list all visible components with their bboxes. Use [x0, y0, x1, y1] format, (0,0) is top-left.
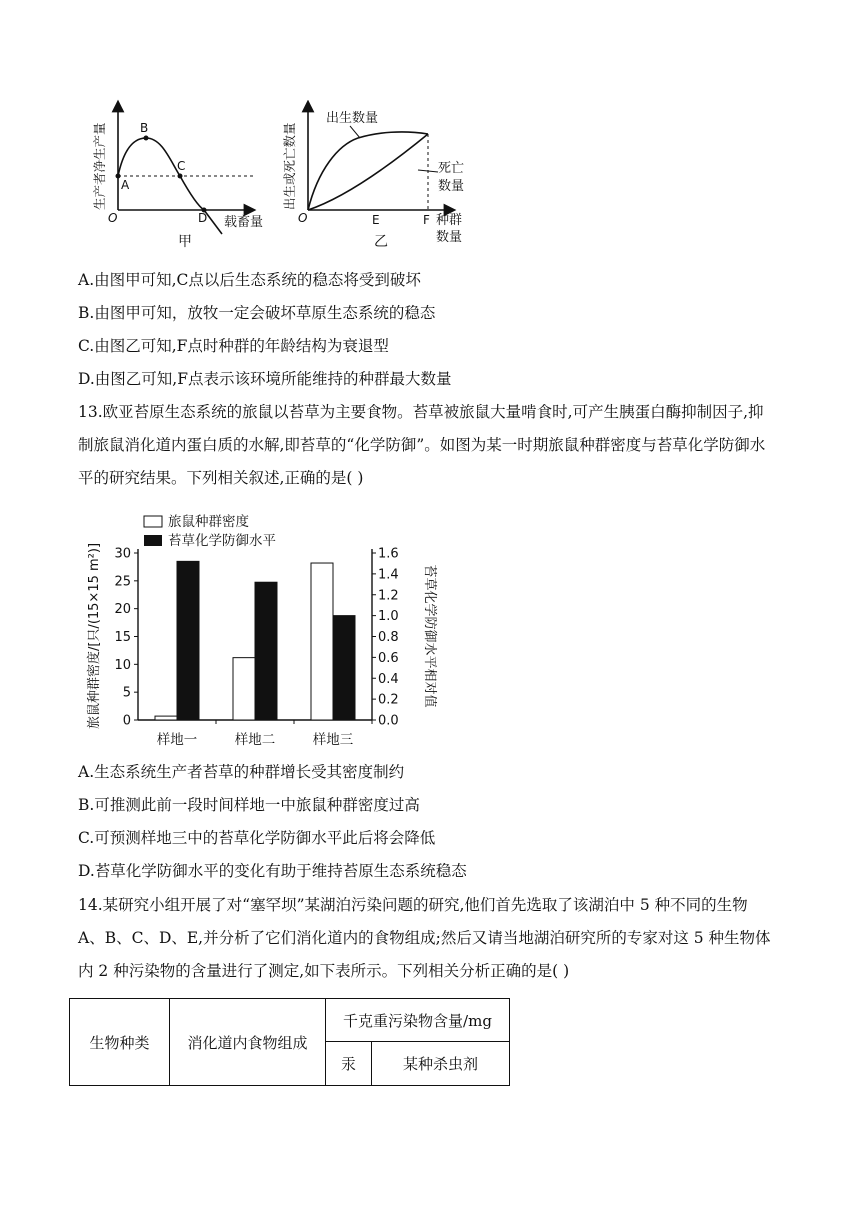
figure-jia [90, 98, 265, 250]
yi-x-e: E [372, 213, 380, 227]
q14-table [69, 998, 510, 1086]
q13-stem: 13.欧亚苔原生态系统的旅鼠以苔草为主要食物。苔草被旅鼠大量啃食时,可产生胰蛋白酶抑制因子,抑制旅鼠消化道内蛋白质的水解,即苔草的“化学防御”。如图为某一时期旅鼠种群密度与苔草化学防御水平的研究结果。下列相关叙述,正确的是( ) [78, 403, 766, 487]
jia-label-c: C [177, 159, 186, 173]
bar-density-2 [233, 658, 255, 720]
left-tick-label: 10 [114, 657, 131, 673]
yi-birth-label: 出生数量 [326, 111, 379, 126]
yi-death-label-1: 死亡 [438, 161, 465, 176]
left-tick-label: 0 [122, 713, 131, 729]
q13-option-d: D.苔草化学防御水平的变化有助于维持苔原生态系统稳态 [78, 862, 467, 880]
bar-defense-2 [255, 582, 277, 720]
q12-option-c: C.由图乙可知,F点时种群的年龄结构为衰退型 [78, 337, 389, 355]
yi-x-label-1: 种群 [436, 213, 463, 228]
yi-death-curve [308, 134, 428, 210]
table-header-insecticide: 某种杀虫剂 [372, 1042, 510, 1086]
right-tick-label: 0.2 [378, 692, 399, 708]
jia-label-a: A [121, 178, 130, 192]
jia-point-a [116, 174, 121, 179]
right-tick-label: 0.4 [378, 671, 399, 687]
q12-option-b: B.由图甲可知，放牧一定会破坏草原生态系统的稳态 [78, 304, 436, 322]
category-label-2: 样地二 [234, 732, 276, 748]
bar-defense-3 [333, 616, 355, 720]
right-tick-label: 1.6 [378, 546, 399, 562]
yi-y-label: 出生或死亡数量 [282, 122, 297, 210]
yi-origin: O [298, 211, 308, 225]
q12-option-a: A.由图甲可知,C点以后生态系统的稳态将受到破坏 [78, 271, 421, 289]
q13-bar-chart [82, 508, 452, 750]
figure-yi [278, 100, 478, 250]
category-label-1: 样地一 [156, 732, 198, 748]
right-y-axis-label: 苔草化学防御水平相对值 [422, 564, 437, 708]
bar-density-1 [155, 716, 177, 720]
left-tick-label: 20 [114, 602, 131, 618]
legend-label-defense: 苔草化学防御水平 [168, 533, 276, 549]
jia-label-b: B [140, 121, 149, 135]
right-tick-label: 0.8 [378, 630, 399, 645]
q13-option-b: B.可推测此前一段时间样地一中旅鼠种群密度过高 [78, 796, 420, 814]
left-tick-label: 30 [114, 546, 131, 562]
category-label-3: 样地三 [312, 732, 354, 748]
left-tick-label: 15 [114, 630, 131, 645]
bar-defense-1 [177, 561, 199, 720]
yi-x-label-2: 数量 [436, 230, 463, 245]
bar-density-3 [311, 563, 333, 720]
jia-point-b [144, 136, 149, 141]
jia-origin: O [108, 211, 118, 225]
left-y-axis-label: 旅鼠种群密度/[只/(15×15 m²)] [87, 542, 102, 730]
yi-caption: 乙 [374, 234, 388, 250]
yi-birth-curve [308, 132, 428, 210]
jia-y-label: 生产者净生产量 [92, 122, 107, 210]
jia-x-label: 载畜量 [224, 215, 264, 230]
legend-label-density: 旅鼠种群密度 [168, 514, 249, 530]
jia-label-d: D [198, 211, 208, 225]
table-header-pollutant: 千克重污染物含量/mg [326, 999, 510, 1042]
legend-swatch-defense [144, 535, 162, 546]
table-header-food: 消化道内食物组成 [170, 999, 326, 1086]
left-tick-label: 5 [122, 685, 131, 701]
yi-x-f: F [423, 213, 430, 227]
jia-caption: 甲 [178, 234, 192, 250]
right-tick-label: 0.0 [378, 713, 399, 729]
left-tick-label: 25 [114, 574, 131, 590]
legend-swatch-density [144, 516, 162, 527]
yi-death-label-2: 数量 [438, 179, 465, 194]
right-tick-label: 1.4 [378, 567, 399, 583]
q12-option-d: D.由图乙可知,F点表示该环境所能维持的种群最大数量 [78, 370, 452, 388]
right-tick-label: 1.2 [378, 588, 399, 604]
right-tick-label: 1.0 [378, 609, 399, 625]
right-tick-label: 0.6 [378, 650, 399, 666]
q13-option-a: A.生态系统生产者苔草的种群增长受其密度制约 [78, 763, 405, 781]
table-header-species: 生物种类 [70, 999, 170, 1086]
table-header-mercury: 汞 [326, 1042, 372, 1086]
yi-birth-pointer [350, 126, 360, 138]
jia-point-c [178, 174, 183, 179]
q13-option-c: C.可预测样地三中的苔草化学防御水平此后将会降低 [78, 829, 436, 847]
q14-stem: 14.某研究小组开展了对“塞罕坝”某湖泊污染问题的研究,他们首先选取了该湖泊中 5 种不同的生物 A、B、C、D、E,并分析了它们消化道内的食物组成;然后又请当地湖泊研究所的专家对这 5 种生物体内 2 种污染物的含量进行了测定,如下表所示。下列相关分析正确的是( ) [78, 896, 771, 980]
